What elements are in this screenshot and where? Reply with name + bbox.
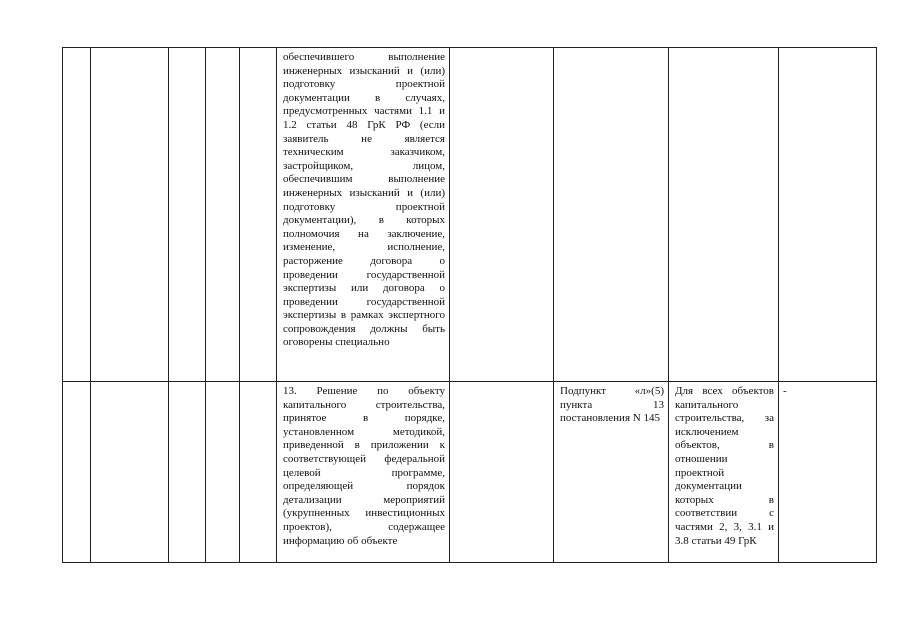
table-cell (91, 48, 169, 382)
requirements-table (62, 47, 877, 563)
table-cell (779, 48, 877, 382)
table-cell (240, 382, 277, 563)
note-cell (779, 382, 877, 563)
requirement-text: 13. Решение по объекту капитального строительства, принятое в порядке, установленном методикой, приведенной в приложении к соответствующей федеральной целевой программе, определяющей порядок детализации мероприятий (укрупненных инвестиционных проектов), содержащее информацию об объекте (283, 385, 445, 547)
table-cell (63, 48, 91, 382)
table-row (63, 382, 877, 563)
legal-basis-text: Подпункт «л»(5) пункта 13 постановления N 145 (560, 385, 664, 425)
table-cell (206, 48, 240, 382)
table-cell (240, 48, 277, 382)
table-cell (669, 48, 779, 382)
requirement-text: обеспечившего выполнение инженерных изысканий и (или) подготовку проектной документации в случаях, предусмотренных частями 1.1 и 1.2 статьи 48 ГрК РФ (если заявитель не является техническим заказчиком, застройщиком, лицом, обеспечившим выполнение инженерных изысканий и (или) подготовку проектной документации), в которых полномочия на заключение, изменение, исполнение, расторжение договора о проведении государственной экспертизы или договора о проведении государственной экспертизы в рамках экспертного сопровождения должны быть оговорены специально (283, 51, 445, 349)
requirement-cell (277, 382, 450, 563)
table-cell (91, 382, 169, 563)
note-text: - (783, 385, 787, 397)
table-cell (450, 48, 554, 382)
applicability-text: Для всех объектов капитального строительства, за исключением объектов, в отношении проектной документации которых в соответствии с частями 2, 3, 3.1 и 3.8 статьи 49 ГрК (675, 385, 774, 547)
table-cell (206, 382, 240, 563)
requirement-cell (277, 48, 450, 382)
table-cell (554, 48, 669, 382)
table-cell (450, 382, 554, 563)
applicability-cell (669, 382, 779, 563)
table-cell (63, 382, 91, 563)
table-cell (169, 48, 206, 382)
table-row (63, 48, 877, 382)
legal-basis-cell (554, 382, 669, 563)
table-cell (169, 382, 206, 563)
